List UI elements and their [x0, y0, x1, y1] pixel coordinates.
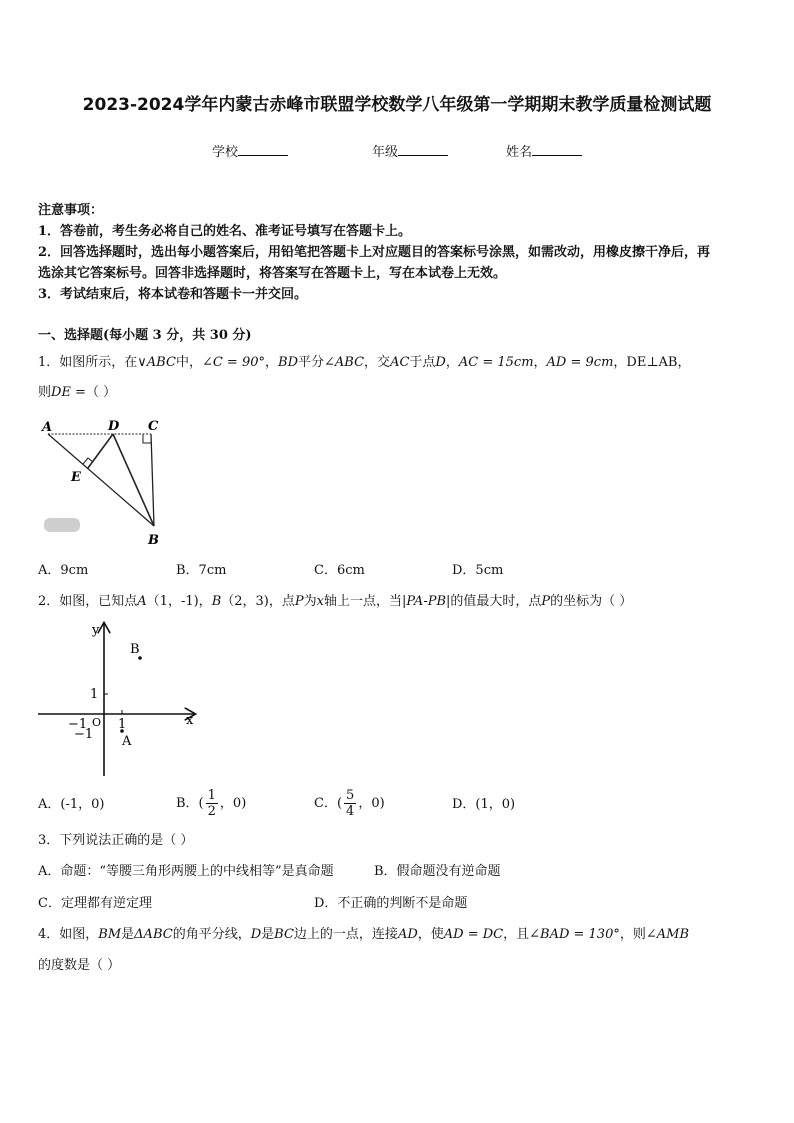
numerator: 5 [346, 788, 355, 803]
q1-text: ， [265, 355, 279, 370]
right-angle-c [143, 434, 151, 443]
q1-text: 于点 [409, 355, 436, 370]
label-a: A [42, 420, 53, 435]
q4-triangle: ΔABC [134, 927, 173, 942]
q3-option-c[interactable]: C．定理都有逆定理 [38, 896, 152, 911]
q2-text: 2．如图，已知点 [38, 594, 138, 609]
q2-x: x [316, 594, 324, 609]
q4-angle-amb: ∠AMB [645, 927, 690, 942]
q1-triangle: ∨ABC [137, 355, 176, 370]
q2-option-b[interactable] [176, 787, 246, 821]
q4-text: 是 [261, 927, 275, 942]
q4-bc: BC [274, 927, 294, 942]
q2-option-b-prefix: B．( [176, 796, 204, 811]
numerator: 1 [207, 788, 216, 803]
q3-option-d[interactable]: D．不正确的判断不是命题 [314, 896, 468, 911]
q4-text: 边上的一点，连接 [293, 927, 398, 942]
q2-answer-paren: 的坐标为（ ） [550, 594, 633, 609]
q1-stem-line1 [38, 355, 691, 371]
y-axis-label: y [92, 623, 100, 638]
q1-bd: BD [278, 355, 298, 370]
q2-point-p: P [541, 594, 551, 609]
x-axis-label: x [186, 713, 194, 728]
point-a-label: A [122, 734, 132, 749]
q3-option-b[interactable]: B．假命题没有逆命题 [374, 864, 501, 879]
school-label: 学校 [212, 145, 239, 160]
q2-option-c-prefix: C．( [314, 796, 343, 811]
q1-text: 则 [38, 385, 52, 400]
q1-option-a[interactable]: A．9cm [38, 563, 89, 578]
q2-coordinate-figure [34, 618, 204, 780]
label-e: E [71, 470, 81, 485]
notice-item-3: 3．考试结束后，将本试卷和答题卡一并交回。 [38, 287, 308, 302]
segment-de [88, 434, 113, 468]
q3-stem: 3．下列说法正确的是（ ） [38, 833, 194, 848]
grade-field [372, 141, 448, 160]
q1-option-c[interactable]: C．6cm [314, 563, 365, 578]
q1-answer-paren: （ ） [85, 385, 117, 400]
q2-option-a[interactable]: A．(-1，0) [38, 797, 105, 812]
q1-text: ，DE⊥AB， [613, 355, 691, 370]
x-tick-1-label: 1 [118, 717, 127, 732]
q2-text: （1，-1)， [146, 594, 212, 609]
q4-text: ，使 [417, 927, 444, 942]
school-blank [238, 145, 288, 156]
q1-figure [38, 414, 168, 550]
q4-text: 4．如图， [38, 927, 99, 942]
q1-option-b[interactable]: B．7cm [176, 563, 227, 578]
notice-item-2: 2．回答选择题时，选出每小题答案后，用铅笔把答题卡上对应题目的答案标号涂黑，如需改动，用橡皮擦干净后，再 [38, 245, 711, 260]
segment-ab [48, 434, 154, 526]
x-tick-neg1-label: −1 [68, 717, 88, 732]
segment-db [113, 434, 154, 526]
q4-text: ，且 [503, 927, 530, 942]
q1-text: 中， [175, 355, 202, 370]
y-tick-1-label: 1 [90, 687, 99, 702]
q2-text: |的值最大时，点 [446, 594, 542, 609]
origin-label: O [92, 716, 102, 729]
q2-text: 为 [303, 594, 317, 609]
notice-item-1: 1．答卷前，考生务必将自己的姓名、准考证号填写在答题卡上。 [38, 224, 412, 239]
q4-angle-bad: ∠BAD = 130° [529, 927, 620, 942]
denominator: 4 [346, 804, 355, 819]
q2-point-a: A [137, 594, 147, 609]
denominator: 2 [207, 804, 216, 819]
label-c: C [148, 419, 159, 434]
page-title: 2023-2024学年内蒙古赤峰市联盟学校数学八年级第一学期期末教学质量检测试题 [82, 95, 712, 115]
q1-d: D [435, 355, 446, 370]
notice-heading: 注意事项： [38, 203, 104, 218]
y-tick-neg1-label: −1 [74, 727, 94, 742]
q1-de-eq: DE = [51, 385, 86, 400]
q2-point-b: B [211, 594, 222, 609]
q4-stem-line1 [38, 927, 689, 943]
point-b-label: B [130, 642, 140, 657]
q2-point-p: P [294, 594, 304, 609]
q1-text: 平分 [298, 355, 325, 370]
q1-stem-line2 [38, 385, 116, 401]
blurred-mark [44, 518, 80, 532]
school-field [212, 141, 288, 160]
q2-text: （2，3)，点 [221, 594, 295, 609]
q4-ad-dc: AD = DC [443, 927, 504, 942]
q1-text: 1．如图所示，在 [38, 355, 138, 370]
name-label: 姓名 [506, 145, 533, 160]
section-heading: 一、选择题(每小题 3 分，共 30 分) [38, 328, 252, 343]
q2-option-b-suffix: ，0) [219, 796, 247, 811]
label-d: D [108, 419, 120, 434]
q2-pa-pb: PA-PB [406, 594, 447, 609]
name-field [506, 141, 582, 160]
q4-text: 是 [121, 927, 135, 942]
name-blank [532, 145, 582, 156]
grade-label: 年级 [372, 145, 399, 160]
q2-text: 轴上一点，当| [323, 594, 407, 609]
q2-option-c[interactable] [314, 787, 385, 821]
notice-item-2-cont: 选涂其它答案标号。回答非选择题时，将答案写在答题卡上，写在本试卷上无效。 [38, 266, 507, 281]
q1-angle-abc: ∠ABC [324, 355, 365, 370]
q4-bm: BM [98, 927, 122, 942]
segment-cb [151, 434, 154, 526]
q4-ad: AD [397, 927, 418, 942]
q3-option-a[interactable]: A．命题：“等腰三角形两腰上的中线相等”是真命题 [38, 864, 334, 879]
q4-text: 的角平分线， [172, 927, 251, 942]
fraction [206, 788, 218, 819]
q1-option-d[interactable]: D．5cm [452, 563, 504, 578]
q4-text: ，则 [619, 927, 646, 942]
q1-text: ， [445, 355, 459, 370]
q1-ac-eq: AC = 15cm [458, 355, 534, 370]
q4-d: D [250, 927, 262, 942]
q2-stem [38, 594, 632, 610]
q1-ad-eq: AD = 9cm [546, 355, 614, 370]
q1-angle-c: ∠C = 90° [201, 355, 265, 370]
q2-option-d[interactable]: D．(1，0) [452, 797, 516, 812]
q2-option-c-suffix: ，0) [358, 796, 385, 811]
q1-text: ，交 [364, 355, 391, 370]
q1-text: ， [533, 355, 547, 370]
q4-stem-line2: 的度数是（ ） [38, 958, 121, 973]
fraction [344, 788, 356, 819]
label-b: B [148, 533, 159, 548]
grade-blank [398, 145, 448, 156]
q1-ac: AC [390, 355, 410, 370]
